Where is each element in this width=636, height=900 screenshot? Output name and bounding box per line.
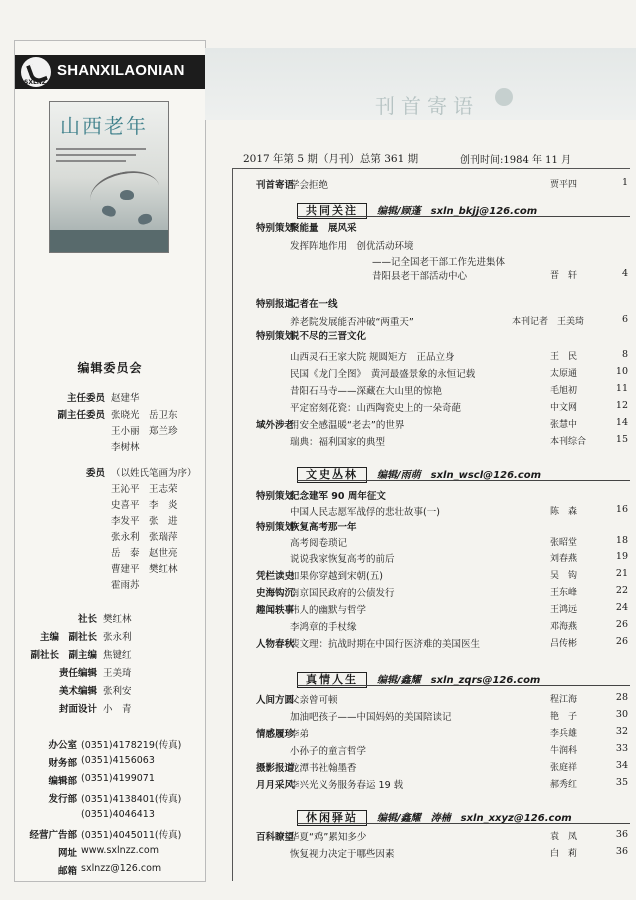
contact-label: 发行部 xyxy=(48,794,77,805)
toc-title[interactable]: 民国《龙门全图》 黄河最盛景象的永恒记载 xyxy=(290,369,476,380)
committee-value: （以姓氏笔画为序） xyxy=(111,468,197,479)
toc-category: 凭栏读史 xyxy=(255,571,294,582)
toc-entry[interactable] xyxy=(232,619,630,633)
butterfly-icon xyxy=(120,190,134,200)
toc-page-number: 14 xyxy=(615,417,628,428)
toc-author: 吴 钩 xyxy=(550,571,578,581)
staff-value: 小 青 xyxy=(103,704,132,715)
contact-value: sxlnzz@126.com xyxy=(81,863,162,874)
committee-value: 李树林 xyxy=(111,442,140,453)
toc-title[interactable]: 养老院发展能否冲破“两重天” xyxy=(290,317,414,328)
toc-entry[interactable] xyxy=(232,254,630,268)
toc-page-number: 34 xyxy=(615,760,628,771)
toc-category: 特别策划 xyxy=(255,522,294,533)
toc-category: 趣闻轶事 xyxy=(255,605,294,616)
toc-author: 王东峰 xyxy=(550,588,578,598)
toc-author: 本刊记者 王美琦 xyxy=(512,317,585,327)
toc-entry[interactable] xyxy=(232,366,630,380)
toc-page-number: 32 xyxy=(615,726,628,737)
staff-value: 张利安 xyxy=(103,686,132,697)
toc-entry[interactable] xyxy=(232,709,630,723)
toc-top-divider xyxy=(232,168,630,169)
toc-title[interactable]: 昔阳石马寺——深藏在大山里的惊艳 xyxy=(290,386,443,397)
section-header xyxy=(297,199,537,215)
toc-page-number: 15 xyxy=(615,434,628,445)
toc-category: 情感履珍 xyxy=(255,729,294,740)
toc-entry[interactable] xyxy=(232,383,630,397)
section-name: 休闲驿站 xyxy=(297,810,367,826)
toc-page-number: 30 xyxy=(615,709,628,720)
toc-entry[interactable] xyxy=(232,535,630,549)
section-divider xyxy=(297,823,630,824)
committee-value: 王小丽 郑兰珍 xyxy=(111,426,178,437)
toc-category: 特别报道 xyxy=(255,299,294,310)
toc-page-number: 26 xyxy=(615,636,628,647)
toc-title[interactable]: 昔阳县老干部活动中心 xyxy=(372,271,468,282)
staff-label: 美术编辑 xyxy=(58,686,97,697)
toc-page-number: 28 xyxy=(615,692,628,703)
toc-author: 程江海 xyxy=(550,695,578,705)
toc-category: 摄影报道 xyxy=(255,763,294,774)
section-header xyxy=(297,463,541,479)
founded-date: 创刊时间:1984 年 11 月 xyxy=(460,155,572,166)
toc-category: 百科瞭望 xyxy=(255,832,294,843)
header-title: 刊首寄语 xyxy=(375,94,479,118)
toc-entry[interactable] xyxy=(232,760,630,774)
toc-entry[interactable] xyxy=(232,328,630,342)
toc-author: 张昭堂 xyxy=(550,538,578,548)
toc-title[interactable]: 小孙子的童言哲学 xyxy=(290,746,367,757)
staff-value: 王美琦 xyxy=(103,668,132,679)
toc-author: 艳 子 xyxy=(550,712,578,722)
contact-label: 邮箱 xyxy=(57,866,77,877)
staff-value: 樊红林 xyxy=(103,614,132,625)
section-editor: 编辑/雨萌 sxln_wscl@126.com xyxy=(377,470,542,481)
toc-title[interactable]: 李弟 xyxy=(290,729,310,740)
toc-page-number: 6 xyxy=(621,314,628,325)
contact-label: 经营广告部 xyxy=(29,830,77,841)
logo-text: SHANXILAONIAN xyxy=(57,62,185,79)
toc-entry[interactable] xyxy=(232,636,630,650)
toc-author: 白 莉 xyxy=(550,849,578,859)
toc-entry[interactable] xyxy=(232,220,630,234)
toc-category: 特别策划 xyxy=(255,331,294,342)
toc-author: 李兵雄 xyxy=(550,729,578,739)
staff-label: 封面设计 xyxy=(58,704,97,715)
toc-author: 贾平四 xyxy=(550,180,578,190)
section-name: 真情人生 xyxy=(297,672,367,688)
committee-label: 副主任委员 xyxy=(57,410,105,421)
toc-page-number: 21 xyxy=(615,568,628,579)
toc-title[interactable]: 用安全感温暖“老去”的世界 xyxy=(290,420,405,431)
toc-author: 邓海燕 xyxy=(550,622,578,632)
toc-page-number: 4 xyxy=(621,268,628,279)
toc-title[interactable]: 李鸿章的手杖缘 xyxy=(290,622,357,633)
toc-page-number: 24 xyxy=(615,602,628,613)
toc-author: 中文网 xyxy=(550,403,578,413)
toc-category: 特别策划 xyxy=(255,223,294,234)
toc-entry[interactable] xyxy=(232,551,630,565)
toc-title[interactable]: 说说我家恢复高考的前后 xyxy=(290,554,395,565)
toc-category: 特别策划 xyxy=(255,491,294,502)
toc-title[interactable]: 华夏“鸡”累知多少 xyxy=(290,832,367,843)
toc-author: 张庭祥 xyxy=(550,763,578,773)
toc-title[interactable]: 父亲曾可顿 xyxy=(290,695,338,706)
section-divider xyxy=(297,480,630,481)
toc-title[interactable]: 恢复高考那一年 xyxy=(290,522,357,533)
toc-entry[interactable] xyxy=(232,602,630,616)
toc-entry[interactable] xyxy=(232,846,630,860)
committee-value: 霍雨苏 xyxy=(111,580,140,591)
toc-author: 张慧中 xyxy=(550,420,578,430)
toc-entry[interactable] xyxy=(232,568,630,582)
section-header xyxy=(297,668,540,684)
toc-title[interactable]: 南京国民政府的公债发行 xyxy=(290,588,395,599)
issue-info: 2017 年第 5 期（月刊）总第 361 期 xyxy=(243,153,419,165)
cover-title: 山西老年 xyxy=(60,114,148,138)
toc-page-number: 1 xyxy=(621,177,628,188)
toc-entry[interactable] xyxy=(232,400,630,414)
toc-page-number: 33 xyxy=(615,743,628,754)
toc-title[interactable]: 高考阅卷琐记 xyxy=(290,538,348,549)
toc-category: 域外涉老 xyxy=(255,420,294,431)
toc-entry[interactable] xyxy=(232,519,630,533)
toc-page-number: 12 xyxy=(615,400,628,411)
toc-entry[interactable] xyxy=(232,238,630,252)
staff-value: 张永利 xyxy=(103,632,132,643)
contact-value: (0351)4138401(传真) xyxy=(81,794,182,805)
toc-author: 毛旭初 xyxy=(550,386,578,396)
toc-title[interactable]: 学会拒绝 xyxy=(290,180,329,191)
toc-page-number: 22 xyxy=(615,585,628,596)
committee-value: 赵建华 xyxy=(111,393,140,404)
toc-title[interactable]: 李兴光义务服务春运 19 载 xyxy=(290,780,404,791)
toc-title[interactable]: 平定窑刻花瓷：山西陶瓷史上的一朵奇葩 xyxy=(290,403,462,414)
staff-label: 责任编辑 xyxy=(58,668,97,679)
toc-title[interactable]: 龙潭书社翰墨香 xyxy=(290,763,357,774)
toc-entry[interactable] xyxy=(232,314,630,328)
staff-label: 主编 副社长 xyxy=(39,632,97,643)
toc-author: 晋 轩 xyxy=(550,271,578,281)
committee-value: 王沁平 王志荣 xyxy=(111,484,178,495)
committee-title: 编辑委员会 xyxy=(77,361,143,375)
toc-title[interactable]: 恢复视力决定于哪些因素 xyxy=(290,849,395,860)
contact-value: (0351)4045011(传真) xyxy=(81,830,182,841)
toc-title[interactable]: 中国人民志愿军战俘的悲壮故事(一) xyxy=(290,507,440,518)
contact-label: 办公室 xyxy=(48,740,77,751)
magazine-cover-image xyxy=(49,101,169,253)
toc-entry[interactable] xyxy=(232,692,630,706)
toc-page-number: 11 xyxy=(615,383,628,394)
committee-value: 史喜平 李 炎 xyxy=(111,500,178,511)
toc-page-number: 36 xyxy=(615,846,628,857)
toc-entry[interactable] xyxy=(232,296,630,310)
section-header xyxy=(297,806,572,822)
committee-value: 岳 泰 赵世亮 xyxy=(111,548,178,559)
toc-entry[interactable] xyxy=(232,743,630,757)
toc-page-number: 10 xyxy=(615,366,628,377)
toc-entry[interactable] xyxy=(232,349,630,363)
toc-entry[interactable] xyxy=(232,434,630,448)
contact-label: 编辑部 xyxy=(48,776,77,787)
staff-label: 副社长 副主编 xyxy=(30,650,97,661)
logo-sub-text: SXLNZ xyxy=(24,79,47,86)
contact-label: 财务部 xyxy=(48,758,77,769)
toc-entry[interactable] xyxy=(232,726,630,740)
toc-title[interactable]: 说不尽的三晋文化 xyxy=(290,331,367,342)
toc-title[interactable]: 山西灵石王家大院 规圆矩方 正品立身 xyxy=(290,352,455,363)
toc-entry[interactable] xyxy=(232,777,630,791)
toc-entry[interactable] xyxy=(232,829,630,843)
contact-value: (0351)4178219(传真) xyxy=(81,740,182,751)
toc-page-number: 18 xyxy=(615,535,628,546)
toc-title[interactable]: 伟人的幽默与哲学 xyxy=(290,605,367,616)
toc-entry[interactable] xyxy=(232,177,630,191)
toc-category: 人间方圆 xyxy=(255,695,294,706)
toc-title[interactable]: ——记全国老干部工作先进集体 xyxy=(372,257,506,268)
toc-author: 袁 凤 xyxy=(550,832,578,842)
toc-page-number: 19 xyxy=(615,551,628,562)
contact-value: (0351)4046413 xyxy=(81,809,155,820)
toc-author: 郝秀红 xyxy=(550,780,578,790)
committee-label: 主任委员 xyxy=(66,393,105,404)
toc-author: 牛润科 xyxy=(550,746,578,756)
staff-label: 社长 xyxy=(77,614,97,625)
toc-title[interactable]: 加油吧孩子——中国妈妈的美国陪读记 xyxy=(290,712,452,723)
toc-entry[interactable] xyxy=(232,268,630,282)
toc-entry[interactable] xyxy=(232,585,630,599)
toc-title[interactable]: 记者在一线 xyxy=(290,299,338,310)
committee-value: 李发平 张 进 xyxy=(111,516,178,527)
page-header-banner xyxy=(205,48,636,120)
committee-value: 张永利 张瑞萍 xyxy=(111,532,178,543)
section-editor: 编辑/鑫耀 sxln_zqrs@126.com xyxy=(377,675,541,686)
contact-value: www.sxlnzz.com xyxy=(81,845,159,856)
section-divider xyxy=(297,685,630,686)
toc-author: 太原通 xyxy=(550,369,578,379)
toc-author: 刘春燕 xyxy=(550,554,578,564)
section-name: 共同关注 xyxy=(297,203,367,219)
toc-title[interactable]: 裴文理：抗战时期在中国行医济难的美国医生 xyxy=(290,639,481,650)
butterfly-icon xyxy=(137,212,153,225)
toc-category: 史海钩沉 xyxy=(255,588,294,599)
toc-page-number: 16 xyxy=(615,504,628,515)
toc-author: 王鸿远 xyxy=(550,605,578,615)
toc-author: 王 民 xyxy=(550,352,578,362)
header-ornament-icon xyxy=(495,88,513,106)
left-info-panel xyxy=(14,40,206,882)
toc-author: 陈 森 xyxy=(550,507,578,517)
toc-page-number: 26 xyxy=(615,619,628,630)
toc-entry[interactable] xyxy=(232,504,630,518)
toc-author: 吕传彬 xyxy=(550,639,578,649)
toc-title[interactable]: 发挥阵地作用 创优活动环境 xyxy=(290,241,414,252)
toc-entry[interactable] xyxy=(232,417,630,431)
contact-value: (0351)4156063 xyxy=(81,755,155,766)
contact-value: (0351)4199071 xyxy=(81,773,155,784)
toc-page-number: 35 xyxy=(615,777,628,788)
toc-title[interactable]: 如果你穿越到宋朝(五) xyxy=(290,571,383,582)
toc-category: 人物春秋 xyxy=(255,639,294,650)
toc-entry[interactable] xyxy=(232,488,630,502)
staff-value: 焦键红 xyxy=(103,650,132,661)
committee-label: 委员 xyxy=(85,468,105,479)
toc-title[interactable]: 聚能量 展风采 xyxy=(290,223,357,234)
section-divider xyxy=(297,216,630,217)
section-name: 文史丛林 xyxy=(297,467,367,483)
contact-label: 网址 xyxy=(57,848,77,859)
toc-author: 本刊综合 xyxy=(550,437,587,447)
toc-page-number: 8 xyxy=(621,349,628,360)
section-editor: 编辑/鑫耀 涛楠 sxln_xxyz@126.com xyxy=(377,813,572,824)
section-editor: 编辑/顾蓬 sxln_bkjj@126.com xyxy=(377,206,538,217)
toc-title[interactable]: 纪念建军 90 周年征文 xyxy=(290,491,386,502)
committee-value: 张晓光 岳卫东 xyxy=(111,410,178,421)
toc-category: 刊首寄语 xyxy=(255,180,294,191)
masthead-logo-bar xyxy=(15,55,205,89)
committee-value: 曹建平 樊红林 xyxy=(111,564,178,575)
toc-title[interactable]: 瑞典：福利国家的典型 xyxy=(290,437,386,448)
toc-category: 月月采风 xyxy=(255,780,294,791)
toc-page-number: 36 xyxy=(615,829,628,840)
